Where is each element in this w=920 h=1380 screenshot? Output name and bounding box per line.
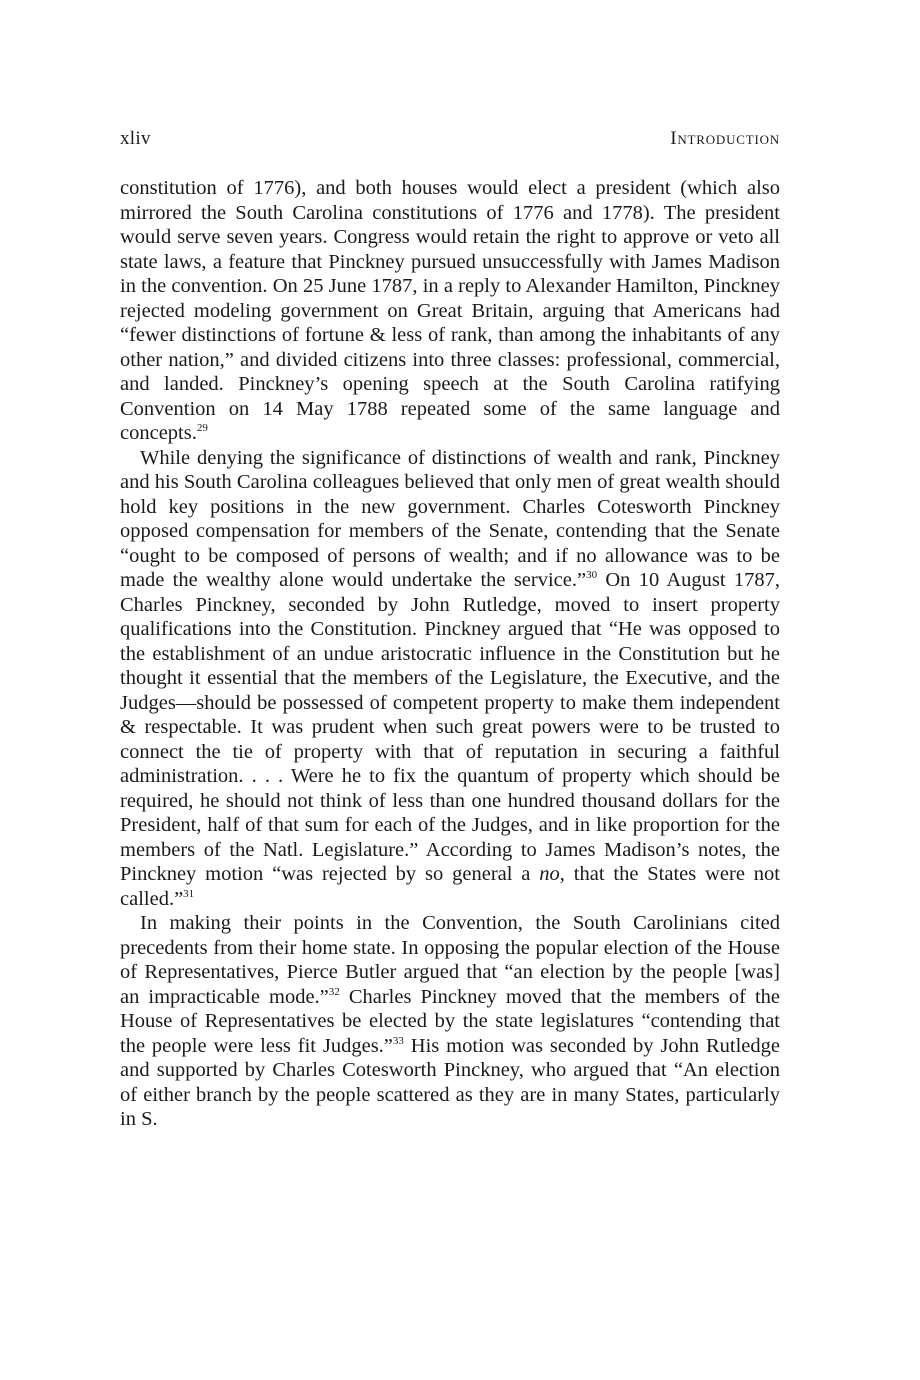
running-head [120,128,780,150]
text-run: , that the States were not called.” [120,863,780,910]
text-run: While denying the significance of distinctions of wealth and rank, Pinckney and his South Carolina colleagues believed that only men of great wealth should hold key positions in the new government. Charles Cotesworth Pinckney opposed compensation for members of the Senate, contending that the Senate “ought to be composed of persons of wealth; and if no allowance was to be made the wealthy alone would undertake the service.” [120,446,780,591]
body-text [120,176,780,1132]
page-number: xliv [120,128,151,149]
section-title: Introduction [670,128,780,149]
footnote-ref-31: 31 [183,887,195,900]
text-run: On 10 August 1787, Charles Pinckney, seconded by John Rutledge, moved to insert property qualifications into the Constitution. Pinckney argued that “He was opposed to the establishment of an undue aristocratic influence in the Constitution but he thought it essential that the members of the Legislature, the Executive, and the Judges—should be possessed of competent property to make them independent & respectable. It was prudent when such great powers were to be trusted to connect the tie of property with that of reputation in securing a faithful administration. . . . Were he to fix the quantum of property which should be required, he should not think of less than one hundred thousand dollars for the President, half of that sum for each of the Judges, and in like proportion for the members of the Natl. Legislature.” According to James Madison’s notes, the Pinckney motion “was rejected by so general a [120,569,781,885]
text-run: In making their points in the Convention, the South Carolinians cited precedents from their home state. In opposing the popular election of the House of Representatives, Pierce Butler argued that “an election by the people [was] an impracticable mode.” [120,912,780,1008]
footnote-ref-33: 33 [392,1034,404,1047]
italic-word: no [539,863,560,885]
footnote-ref-29: 29 [196,422,208,434]
paragraph-3 [120,911,780,1132]
text-run: constitution of 1776), and both houses would elect a president (which also mirrored the South Carolina constitutions of 1776 and 1778). The president would serve seven years. Congress would retain the right to approve or veto all state laws, a feature that Pinckney pursued unsuccessfully with James Madison in the convention. On 25 June 1787, in a reply to Alexander Hamilton, Pinckney rejected modeling government on Great Britain, arguing that Americans had “fewer distinctions of fortune & less of rank, than among the inhabitants of any other nation,” and divided citizens into three classes: professional, commercial, and landed. Pinckney’s opening speech at the South Carolina ratifying Convention on 14 May 1788 repeated some of the same language and concepts. [120,177,780,444]
footnote-ref-32: 32 [328,985,340,998]
footnote-ref-30: 30 [586,569,598,581]
paragraph-2 [120,446,780,912]
text-run: His motion was seconded by John Rutledge and supported by Charles Cotesworth Pinckney, who argued that “An election of either branch by the people scattered as they are in many States, particularly in S. [120,1034,781,1130]
text-run: Charles Pinckney moved that the members of the House of Representatives be elected by the state legislatures “contending that the people were less fit Judges.” [120,985,780,1057]
paragraph-1 [120,176,780,446]
